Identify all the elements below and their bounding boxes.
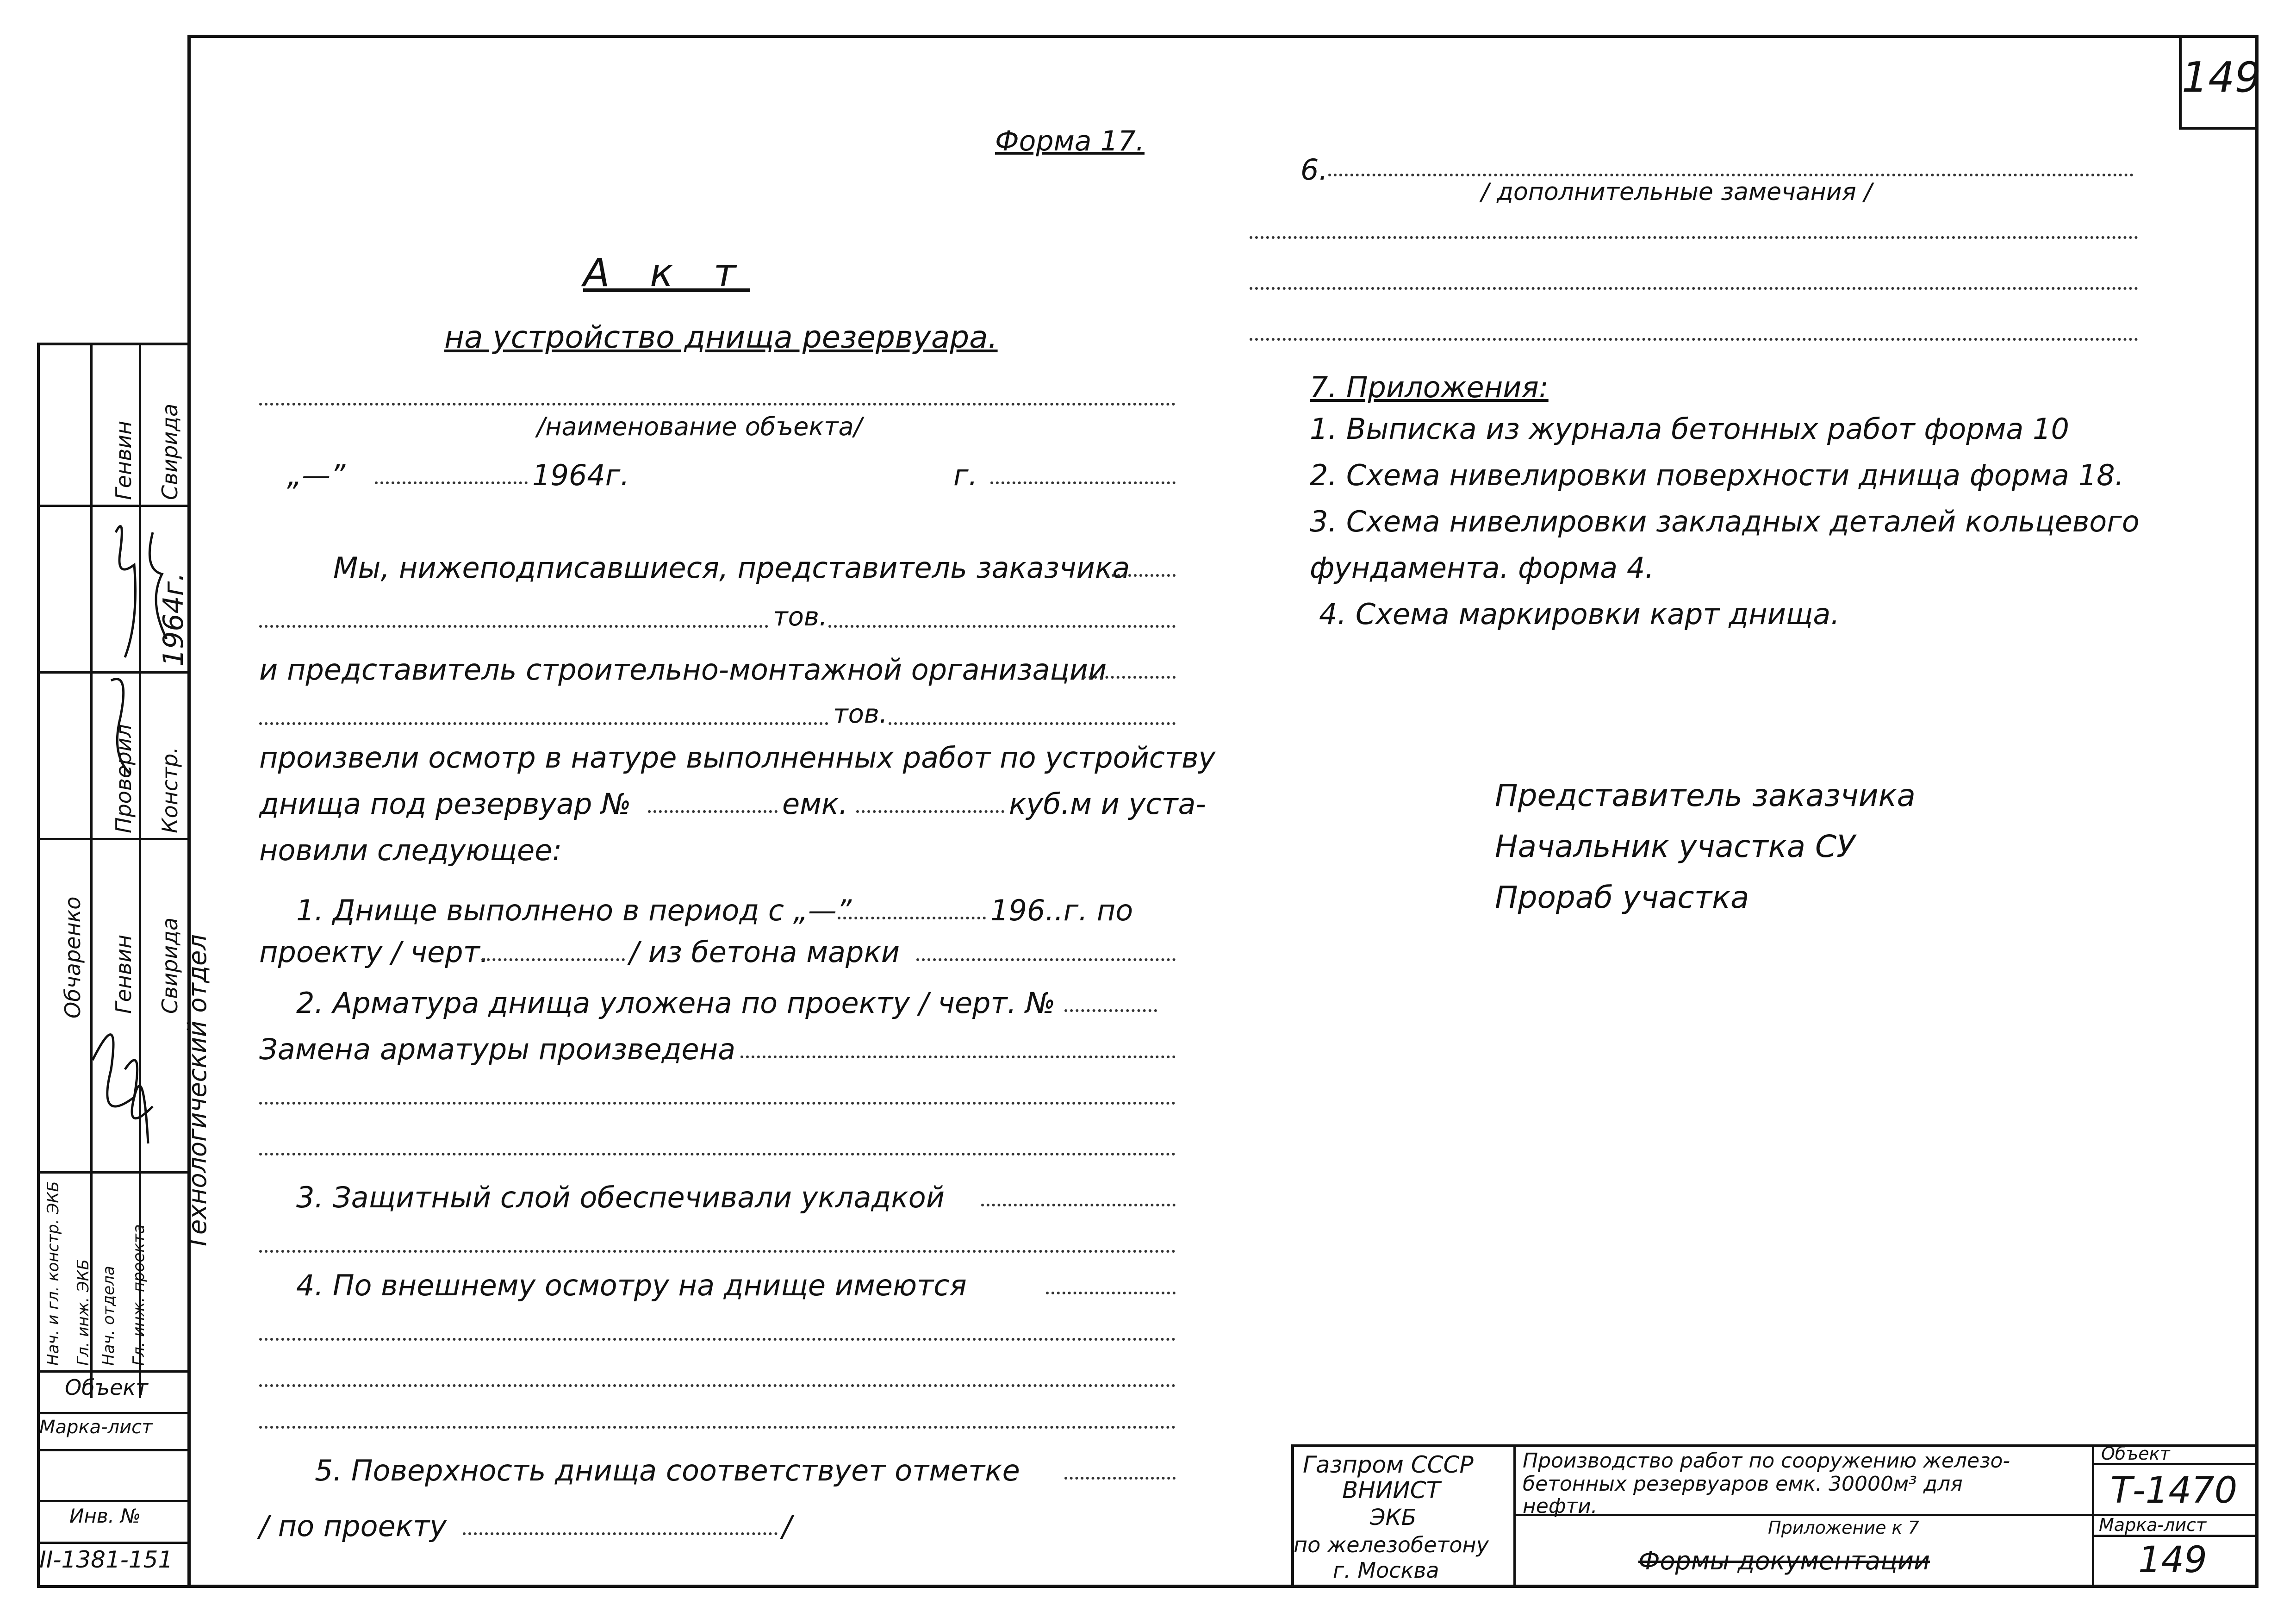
side-obcharenko: Обчаренко xyxy=(60,896,85,1018)
fill-line xyxy=(648,810,778,813)
tb-org: ВНИИСТ xyxy=(1342,1477,1441,1504)
fill-line xyxy=(1083,676,1176,679)
body-line-3: произвели осмотр в натуре выполненных работ по устройству xyxy=(259,741,1216,775)
fill-line xyxy=(990,481,1176,484)
side-inv-value: II-1381-151 xyxy=(39,1546,173,1573)
appendix-item: 2. Схема нивелировки поверхности днища форма 18. xyxy=(1310,458,2124,492)
item-3: 3. Защитный слой обеспечивали укладкой xyxy=(296,1181,945,1214)
side-row-line xyxy=(37,1500,187,1502)
body-line-5: новили следующее: xyxy=(259,833,562,867)
tb-object-value: Т-1470 xyxy=(2110,1470,2238,1512)
tb-divider xyxy=(1513,1444,1516,1588)
side-role: Нач. и гл. констр. ЭКБ xyxy=(44,1181,62,1366)
side-proveril: Проверил xyxy=(111,724,136,833)
appendix-heading: 7. Приложения: xyxy=(1310,370,1549,404)
signature-role: Представитель заказчика xyxy=(1495,778,1916,813)
page-number: 149 xyxy=(2182,53,2261,102)
fill-line xyxy=(259,403,1176,406)
fill-line xyxy=(740,1056,1176,1058)
tb-marka-label: Марка-лист xyxy=(2099,1515,2207,1535)
side-object-label: Объект xyxy=(65,1375,148,1400)
tb-document-name: Формы документации xyxy=(1638,1546,1930,1575)
tb-description: бетонных резервуаров емк. 30000м³ для xyxy=(1523,1472,1963,1496)
tov-label: тов. xyxy=(833,699,888,729)
date-city: г. xyxy=(953,458,978,492)
fill-line xyxy=(1250,236,2138,239)
side-name-svirida: Свирида xyxy=(157,403,182,500)
side-konstr: Констр. xyxy=(157,747,182,833)
item-1a: 1. Днище выполнено в период с „—” xyxy=(296,893,852,927)
side-row-line xyxy=(37,1370,187,1373)
fill-line xyxy=(259,1426,1176,1429)
item-5-close: / xyxy=(782,1509,792,1543)
tb-org: г. Москва xyxy=(1333,1558,1439,1583)
tb-org: Газпром СССР xyxy=(1303,1451,1474,1478)
tb-org: по железобетону xyxy=(1294,1532,1489,1557)
fill-line xyxy=(481,958,625,961)
item-4: 4. По внешнему осмотру на днище имеются xyxy=(296,1268,967,1302)
tb-org: ЭКБ xyxy=(1370,1505,1417,1530)
fill-line xyxy=(259,1153,1176,1156)
body-line-1: Мы, нижеподписавшиеся, представитель заказчика xyxy=(333,551,1130,585)
date-prefix: „—” xyxy=(287,458,346,492)
body-line-4b: емк. xyxy=(782,787,848,821)
item-2b: Замена арматуры произведена xyxy=(259,1032,736,1066)
item-2a: 2. Арматура днища уложена по проекту / черт. № xyxy=(296,986,1056,1020)
page-number-box xyxy=(2179,35,2259,130)
side-role: Гл. инж. проекта xyxy=(130,1224,148,1366)
side-svirida-2: Свирида xyxy=(157,917,182,1014)
fill-line xyxy=(1106,574,1176,577)
appendix-item: 1. Выписка из журнала бетонных работ форма 10 xyxy=(1310,412,2070,446)
document-subtitle: на устройство днища резервуара. xyxy=(444,319,998,355)
side-role: Гл. инж. ЭКБ xyxy=(74,1259,93,1366)
side-role: Нач. отдела xyxy=(100,1266,118,1366)
side-genvin-2: Генвин xyxy=(111,934,136,1014)
side-marka-label: Марка-лист xyxy=(39,1417,153,1438)
body-line-4a: днища под резервуар № xyxy=(259,787,631,821)
fill-line xyxy=(981,1204,1176,1206)
body-line-2: и представитель строительно-монтажной организации xyxy=(259,653,1107,687)
fill-line xyxy=(259,722,828,725)
side-row-line xyxy=(37,1171,187,1174)
appendix-item: 4. Схема маркировки карт днища. xyxy=(1319,597,1840,631)
fill-line xyxy=(375,481,528,484)
tb-object-label: Объект xyxy=(2101,1443,2170,1464)
tb-appendix-ref: Приложение к 7 xyxy=(1768,1518,1919,1538)
tb-divider xyxy=(2092,1444,2094,1588)
fill-line xyxy=(259,1384,1176,1387)
item-6: 6. xyxy=(1300,153,1328,187)
tov-label: тов. xyxy=(773,602,828,632)
signature-role: Прораб участка xyxy=(1495,880,1749,915)
tb-description: Производство работ по сооружению железо- xyxy=(1523,1449,2010,1473)
fill-line xyxy=(1250,287,2138,290)
item-1d: / из бетона марки xyxy=(629,935,900,969)
fill-line xyxy=(1046,1292,1176,1294)
tb-row-line xyxy=(1513,1514,2092,1516)
fill-line xyxy=(259,1338,1176,1341)
item-5b: / по проекту xyxy=(259,1509,447,1543)
tb-description: нефти. xyxy=(1523,1494,1598,1518)
fill-line xyxy=(463,1532,778,1535)
side-year: 1964г. xyxy=(157,572,190,667)
signature-role: Начальник участка СУ xyxy=(1495,829,1855,864)
fill-line xyxy=(889,722,1176,725)
form-label: Форма 17. xyxy=(995,125,1145,157)
item-6-caption: / дополнительные замечания / xyxy=(1481,178,1872,206)
body-line-4c: куб.м и уста- xyxy=(1009,787,1206,821)
appendix-item: фундамента. форма 4. xyxy=(1310,551,1654,585)
fill-line xyxy=(259,625,768,628)
item-1c: проекту / черт. xyxy=(259,935,489,969)
document-title: А к т xyxy=(583,250,750,295)
fill-line xyxy=(1064,1477,1176,1480)
date-year: 1964г. xyxy=(532,458,630,492)
side-row-line xyxy=(37,1412,187,1414)
fill-line xyxy=(828,625,1176,628)
tb-marka-value: 149 xyxy=(2138,1539,2207,1581)
side-department: Технологический отдел xyxy=(183,934,212,1250)
appendix-item: 3. Схема нивелировки закладных деталей кольцевого xyxy=(1310,505,2140,538)
handwritten-signatures xyxy=(83,505,190,1171)
fill-line xyxy=(916,958,1176,961)
fill-line xyxy=(856,810,1004,813)
side-inv-label: Инв. № xyxy=(69,1505,141,1527)
fill-line xyxy=(1064,1009,1157,1012)
side-row-line xyxy=(37,1449,187,1451)
side-name-genvin: Генвин xyxy=(111,420,136,500)
fill-line xyxy=(259,1250,1176,1253)
fill-line xyxy=(1250,338,2138,341)
side-row-line xyxy=(37,1542,187,1544)
fill-line xyxy=(1328,174,2134,176)
object-caption: /наименование объекта/ xyxy=(537,412,862,441)
fill-line xyxy=(259,1102,1176,1105)
item-1b: 196..г. по xyxy=(990,893,1133,927)
fill-line xyxy=(838,917,986,919)
item-5: 5. Поверхность днища соответствует отметке xyxy=(315,1454,1020,1487)
